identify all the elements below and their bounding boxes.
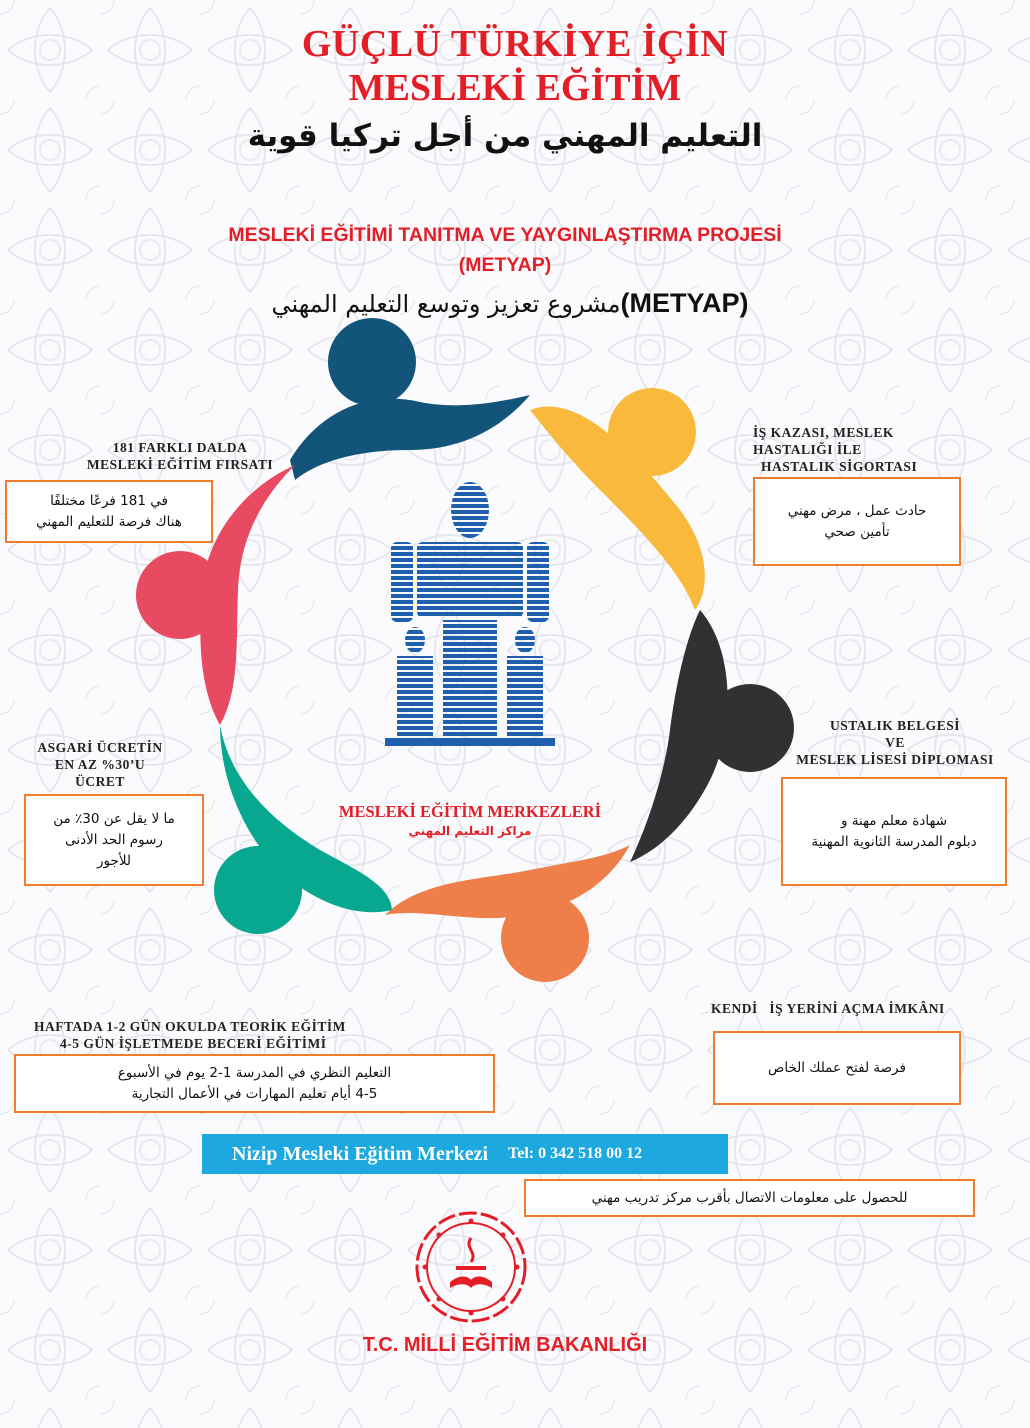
- project-arabic-text: مشروع تعزيز وتوسع التعليم المهني: [271, 290, 621, 318]
- phone-number[interactable]: Tel: 0 342 518 00 12: [508, 1145, 643, 1162]
- fields-label-line1: 181 FARKLI DALDA: [112, 440, 248, 455]
- insurance-box-line1: حادث عمل ، مرض مهني: [787, 502, 927, 519]
- person-orange-icon: [385, 845, 630, 982]
- insurance-label: [753, 424, 953, 475]
- wage-label-line3: ÜCRET: [75, 774, 125, 789]
- fields-label-line2: MESLEKİ EĞİTİM FIRSATI: [86, 457, 274, 472]
- contact-note: للحصول على معلومات الاتصال بأقرب مركز تدريب مهني: [591, 1189, 908, 1206]
- main-title-arabic: التعليم المهني من أجل تركيا قوية: [247, 118, 763, 154]
- project-title-acronym: (METYAP): [458, 254, 552, 276]
- wage-box-line3: للأجور: [97, 852, 132, 869]
- center-logo-title-arabic: مراكز التعليم المهني: [408, 824, 532, 838]
- fields-box-line1: في 181 فرعًا مختلفًا: [50, 492, 168, 509]
- wage-label: [20, 739, 180, 790]
- center-logo-title: MESLEKİ EĞİTİM MERKEZLERİ: [338, 802, 602, 821]
- contact-bar: [202, 1134, 728, 1174]
- business-box-line1: فرصة لفتح عملك الخاص: [768, 1059, 906, 1076]
- diploma-label: [780, 717, 1010, 768]
- diploma-label-line3: MESLEK LİSESİ DİPLOMASI: [796, 752, 994, 767]
- diploma-label-line2: VE: [885, 735, 905, 750]
- wage-box-line1: ما لا يقل عن 30٪ من: [53, 810, 175, 827]
- business-box: [713, 1031, 961, 1105]
- project-arabic-acronym: (METYAP): [620, 288, 749, 318]
- insurance-label-line2: HASTALIĞI İLE: [753, 442, 862, 457]
- diploma-box-line2: دبلوم المدرسة الثانوية المهنية: [811, 833, 977, 850]
- fields-box-line2: هناك فرصة للتعليم المهني: [36, 513, 182, 530]
- insurance-box: [753, 477, 961, 566]
- person-yellow-icon: [530, 388, 705, 610]
- training-label-line2: 4-5 GÜN İŞLETMEDE BECERİ EĞİTİMİ: [60, 1036, 327, 1051]
- fields-label: [70, 439, 290, 473]
- center-name: Nizip Mesleki Eğitim Merkezi: [232, 1142, 489, 1165]
- project-title-line1: MESLEKİ EĞİTİMİ TANITMA VE YAYGINLAŞTIRMA PROJESİ: [228, 224, 782, 246]
- training-label-line1: HAFTADA 1-2 GÜN OKULDA TEORİK EĞİTİM: [34, 1019, 346, 1034]
- wage-label-line2: EN AZ %30’U: [54, 757, 146, 772]
- training-box-line2: 4-5 أيام تعليم المهارات في الأعمال التجارية: [131, 1085, 378, 1102]
- diploma-box: [781, 777, 1007, 886]
- ministry-name: T.C. MİLLİ EĞİTİM BAKANLIĞI: [362, 1334, 648, 1356]
- insurance-label-line3: HASTALIK SİGORTASI: [761, 459, 918, 474]
- ministry-emblem-icon: [412, 1208, 530, 1326]
- insurance-label-line1: İŞ KAZASI, MESLEK: [753, 425, 894, 440]
- vocational-centers-logo: [385, 480, 555, 780]
- person-navy-icon: [290, 318, 530, 480]
- wage-label-line1: ASGARİ ÜCRETİN: [37, 740, 163, 755]
- contact-note-box: [524, 1179, 975, 1217]
- training-box: [14, 1054, 495, 1113]
- training-box-line1: التعليم النظري في المدرسة 1-2 يوم في الأسبوع: [117, 1064, 392, 1081]
- wage-box-line2: رسوم الحد الأدنى: [65, 831, 163, 848]
- insurance-box-line2: تأمين صحي: [824, 523, 890, 540]
- diploma-box-line1: شهادة معلم مهنة و: [840, 812, 948, 829]
- business-label: KENDİ İŞ YERİNİ AÇMA İMKÂNI: [711, 1001, 945, 1016]
- main-title-line1: GÜÇLÜ TÜRKİYE İÇİN: [301, 23, 729, 65]
- diploma-label-line1: USTALIK BELGESİ: [830, 718, 960, 733]
- training-label: [34, 1018, 434, 1052]
- main-title-line2: MESLEKİ EĞİTİM: [348, 67, 682, 109]
- fields-box: [5, 480, 213, 543]
- wage-box: [24, 794, 204, 886]
